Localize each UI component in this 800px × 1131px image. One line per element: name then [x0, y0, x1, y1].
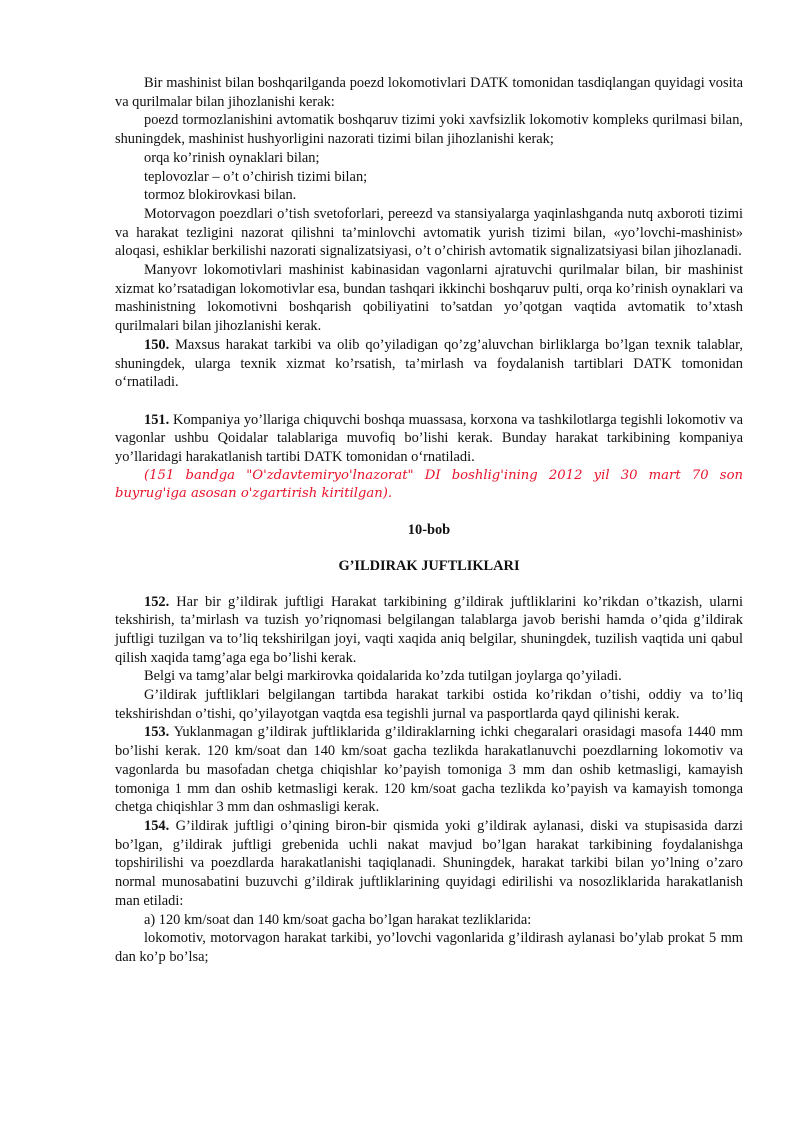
- paragraph: Motorvagon poezdlari o’tish svetoforlari, pereezd va stansiyalarga yaqinlashganda nutq axboroti tizimi va harakat tezligini nazorat qilishni ta’minlovchi avtomatik yurish tizimi bilan, «yo’lovchi-mashinist» aloqasi, eshiklar berkilishi nazorati signalizatsiyasi, o’t o’chirish avtomatik signalizatsiyasi bilan jihozlanadi.: [115, 205, 743, 260]
- paragraph: lokomotiv, motorvagon harakat tarkibi, yo’lovchi vagonlarida g’ildirash aylanasi bo’ylab prokat 5 mm dan ko’p bo’lsa;: [115, 930, 743, 965]
- article-number: 150.: [144, 336, 170, 353]
- article-number: 154.: [144, 818, 170, 834]
- article-154: [115, 817, 743, 911]
- paragraph: Manyovr lokomotivlari mashinist kabinasidan vagonlarni ajratuvchi qurilmalar bilan, bir mashinist xizmat ko’rsatadigan lokomotivlar esa, bundan tashqari ikkinchi boshqaruv pulti, orqa ko’rinish oynaklari va mashinistning lokomotivni boshqarish qobiliyatini to’satdan yo’qotgan vaqtida avtomatik to’xtash qurilmalari bilan jihozlanishi kerak.: [115, 262, 743, 335]
- chapter-number: 10-bob: [407, 522, 451, 539]
- blank-line: [115, 392, 743, 411]
- article-number: 152.: [144, 593, 170, 610]
- paragraph: Belgi va tamg’alar belgi markirovka qoidalarida ko’zda tutilgan joylarga qo’yiladi.: [144, 668, 622, 685]
- paragraph: Bir mashinist bilan boshqarilganda poezd lokomotivlari DATK tomonidan tasdiqlangan quyidagi vosita va qurilmalar bilan jihozlanishi kerak:: [115, 75, 743, 110]
- article-151: [115, 411, 743, 467]
- document-page: [115, 74, 743, 967]
- article-150: [115, 336, 743, 392]
- paragraph: tormoz blokirovkasi bilan.: [144, 187, 297, 204]
- article-text: G’ildirak juftligi o’qining biron-bir qismida yoki g’ildirak aylanasi, diski va stupisasida darzi bo’lgan, g’ildirak juftligi grebenida uchli nakat mavjud bo’lgan harakat tarkibining foydalanishga topshirilishi va poezdlarda harakatlanishi taqiqlanadi. Shuningdek, harakat tarkibi bilan yo’lning o’zaro normal munosabatini buzuvchi g’ildirak juftliklarining quyidagi edirilishi va nosozliklarida harakatlanish man etiladi:: [115, 818, 743, 909]
- article-152: [115, 593, 743, 668]
- article-text: Kompaniya yo’llariga chiquvchi boshqa muassasa, korxona va tashkilotlarga tegishli lokomotiv va vagonlar ushbu Qoidalar talablariga muvofiq bo’lishi kerak. Bunday harakat tarkibining kompaniya yo’llaridagi harakatlanish tartibi DATK tomonidan o‘rnatiladi.: [115, 411, 743, 466]
- article-text: Yuklanmagan g’ildirak juftliklarida g’ildiraklarning ichki chegaralari orasidagi masofa 1440 mm bo’lishi kerak. 120 km/soat dan 140 km/soat gacha tezlikda harakatlanuvchi poezdlarning lokomotiv va vagonlarda bu masofadan chetga chiqishlar ko’payish tomoniga 3 mm dan oshib ketmasligi, kamayish tomoniga 1 mm dan oshib ketmasligi kerak. 120 km/soat gacha tezlikda ko’payish va kamayish tomonga chetga chiqishlar 3 mm dan oshmasligi kerak.: [115, 724, 743, 816]
- chapter-title: G’ILDIRAK JUFTLIKLARI: [338, 557, 520, 574]
- article-153: [115, 723, 743, 817]
- article-text: Har bir g’ildirak juftligi Harakat tarkibining g’ildirak juftliklarini ko’rikdan o’tkazish, ularni tekshirish, ta’mirlash va tuzish yo’riqnomasi belgilangan talablarga javob berishi hamda o’qida g’ildirak juftligi tuzilgan va to’liq tekshirilgan joyi, vaqti xaqida aniq belgilar, shuningdek, tuzilish vaqtida uni qabul qilish xaqida tamg’aga ega bo’lishi kerak.: [115, 593, 743, 666]
- article-text: Maxsus harakat tarkibi va olib qo’yiladigan qo’zg’aluvchan birliklarga bo’lgan texnik talablar, shuningdek, ularga texnik xizmat ko’rsatish, ta’mirlash va foydalanish tartiblari DATK tomonidan o‘rnatiladi.: [115, 336, 743, 391]
- list-item: a) 120 km/soat dan 140 km/soat gacha bo’lgan harakat tezliklarida:: [144, 911, 532, 928]
- article-number: 153.: [144, 724, 170, 741]
- amendment-note: (151 bandga "O'zdavtemiryo'lnazorat" DI boshlig'ining 2012 yil 30 mart 70 son buyrug'iga asosan o'zgartirish kiritilgan).: [115, 467, 743, 502]
- paragraph: teplovozlar – o’t o’chirish tizimi bilan;: [144, 168, 368, 185]
- paragraph: orqa ko’rinish oynaklari bilan;: [144, 149, 320, 166]
- paragraph: G’ildirak juftliklari belgilangan tartibda harakat tarkibi ostida ko’rikdan o’tishi, oddiy va to’liq tekshirishdan o’tishi, qo’yilayotgan vaqtda esa tegishli jurnal va pasportlarda qayd qilinishi kerak.: [115, 687, 743, 722]
- paragraph: poezd tormozlanishini avtomatik boshqaruv tizimi yoki xavfsizlik lokomotiv kompleks qurilmasi bilan, shuningdek, mashinist hushyorligini nazorati tizimi bilan jihozlanishi kerak;: [115, 112, 743, 148]
- article-number: 151.: [144, 411, 170, 428]
